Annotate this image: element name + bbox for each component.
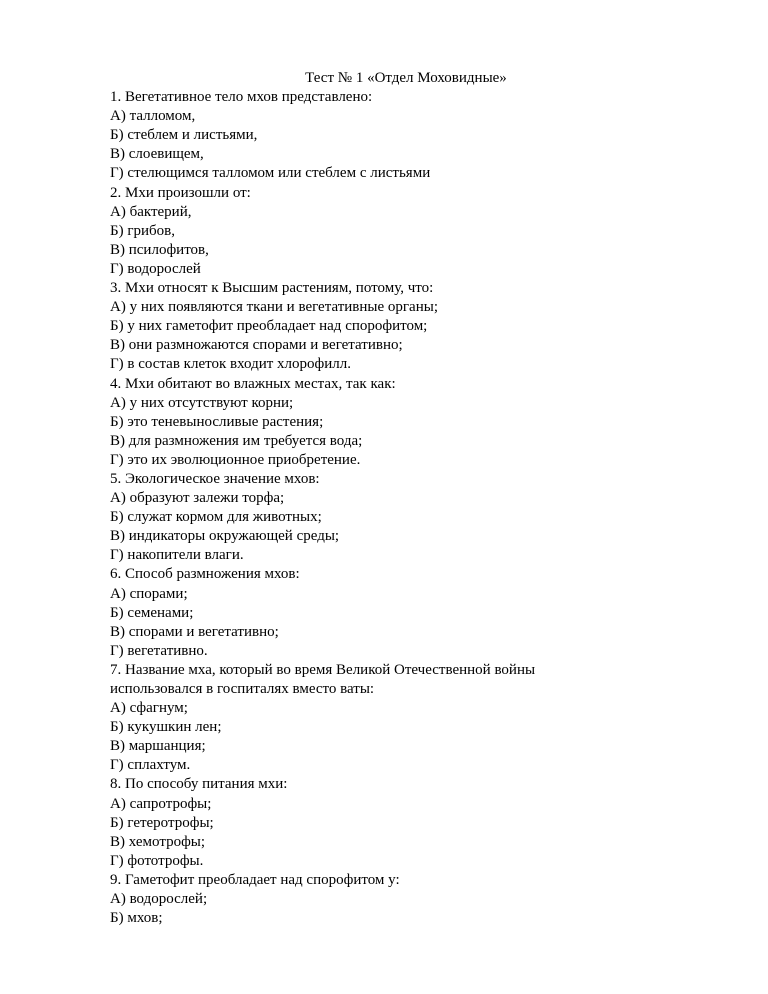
answer-option: А) бактерий, bbox=[110, 203, 192, 220]
answer-option: В) для размножения им требуется вода; bbox=[110, 432, 363, 449]
answer-option: Г) сплахтум. bbox=[110, 757, 191, 774]
answer-option: Г) это их эволюционное приобретение. bbox=[110, 451, 361, 468]
answer-option: Г) стелющимся талломом или стеблем с листьями bbox=[110, 165, 431, 182]
question-block bbox=[110, 184, 670, 279]
question-text: 7. Название мха, который во время Великой Отечественной войны bbox=[110, 661, 536, 678]
answer-option: А) сфагнум; bbox=[110, 700, 188, 717]
answer-option: В) спорами и вегетативно; bbox=[110, 623, 279, 640]
question-block bbox=[110, 775, 670, 870]
question-text: 2. Мхи произошли от: bbox=[110, 184, 251, 201]
document-content bbox=[110, 69, 670, 928]
answer-option: В) индикаторы окружающей среды; bbox=[110, 528, 340, 545]
answer-option: Г) накопители влаги. bbox=[110, 547, 244, 564]
answer-list bbox=[110, 890, 670, 928]
question-text: 4. Мхи обитают во влажных местах, так как: bbox=[110, 375, 396, 392]
answer-option: А) талломом, bbox=[110, 108, 196, 125]
question-text: 6. Способ размножения мхов: bbox=[110, 566, 300, 583]
question-block bbox=[110, 470, 670, 565]
answer-option: В) они размножаются спорами и вегетативно; bbox=[110, 337, 403, 354]
answer-option: Б) грибов, bbox=[110, 222, 176, 239]
question-block bbox=[110, 871, 670, 928]
answer-option: А) образуют залежи торфа; bbox=[110, 490, 285, 507]
answer-option: Г) водорослей bbox=[110, 260, 201, 277]
document-title: Тест № 1 «Отдел Моховидные» bbox=[305, 70, 507, 86]
question-block bbox=[110, 88, 670, 183]
answer-option: Г) в состав клеток входит хлорофилл. bbox=[110, 356, 351, 373]
question-block bbox=[110, 661, 670, 776]
question-list bbox=[110, 88, 670, 928]
answer-list bbox=[110, 203, 670, 279]
question-text: 5. Экологическое значение мхов: bbox=[110, 470, 320, 487]
answer-option: А) у них отсутствуют корни; bbox=[110, 394, 294, 411]
question-text: 8. По способу питания мхи: bbox=[110, 776, 288, 793]
question-block bbox=[110, 279, 670, 374]
question-text: 3. Мхи относят к Высшим растениям, потому, что: bbox=[110, 280, 434, 297]
answer-option: Б) это теневыносливые растения; bbox=[110, 413, 324, 430]
answer-option: В) хемотрофы; bbox=[110, 833, 206, 850]
answer-option: Б) служат кормом для животных; bbox=[110, 509, 322, 526]
answer-option: А) водорослей; bbox=[110, 891, 208, 908]
answer-list bbox=[110, 107, 670, 183]
question-block bbox=[110, 375, 670, 470]
answer-list bbox=[110, 699, 670, 775]
answer-option: А) спорами; bbox=[110, 585, 188, 602]
answer-option: А) сапротрофы; bbox=[110, 795, 212, 812]
answer-option: В) слоевищем, bbox=[110, 146, 204, 163]
answer-option: Б) семенами; bbox=[110, 604, 194, 621]
answer-option: Г) фототрофы. bbox=[110, 852, 204, 869]
answer-option: Б) мхов; bbox=[110, 910, 163, 927]
answer-list bbox=[110, 394, 670, 470]
answer-option: Г) вегетативно. bbox=[110, 642, 208, 659]
answer-option: Б) стеблем и листьями, bbox=[110, 127, 258, 144]
answer-option: Б) кукушкин лен; bbox=[110, 719, 222, 736]
question-text: 9. Гаметофит преобладает над спорофитом у: bbox=[110, 871, 400, 888]
answer-list bbox=[110, 795, 670, 871]
answer-option: В) маршанция; bbox=[110, 738, 206, 755]
answer-option: Б) у них гаметофит преобладает над спорофитом; bbox=[110, 318, 428, 335]
question-block bbox=[110, 565, 670, 660]
answer-list bbox=[110, 489, 670, 565]
answer-list bbox=[110, 585, 670, 661]
answer-option: Б) гетеротрофы; bbox=[110, 814, 214, 831]
answer-option: А) у них появляются ткани и вегетативные органы; bbox=[110, 299, 438, 316]
answer-list bbox=[110, 298, 670, 374]
answer-option: В) псилофитов, bbox=[110, 241, 209, 258]
question-text: 1. Вегетативное тело мхов представлено: bbox=[110, 89, 373, 106]
question-text: использовался в госпиталях вместо ваты: bbox=[110, 681, 375, 697]
